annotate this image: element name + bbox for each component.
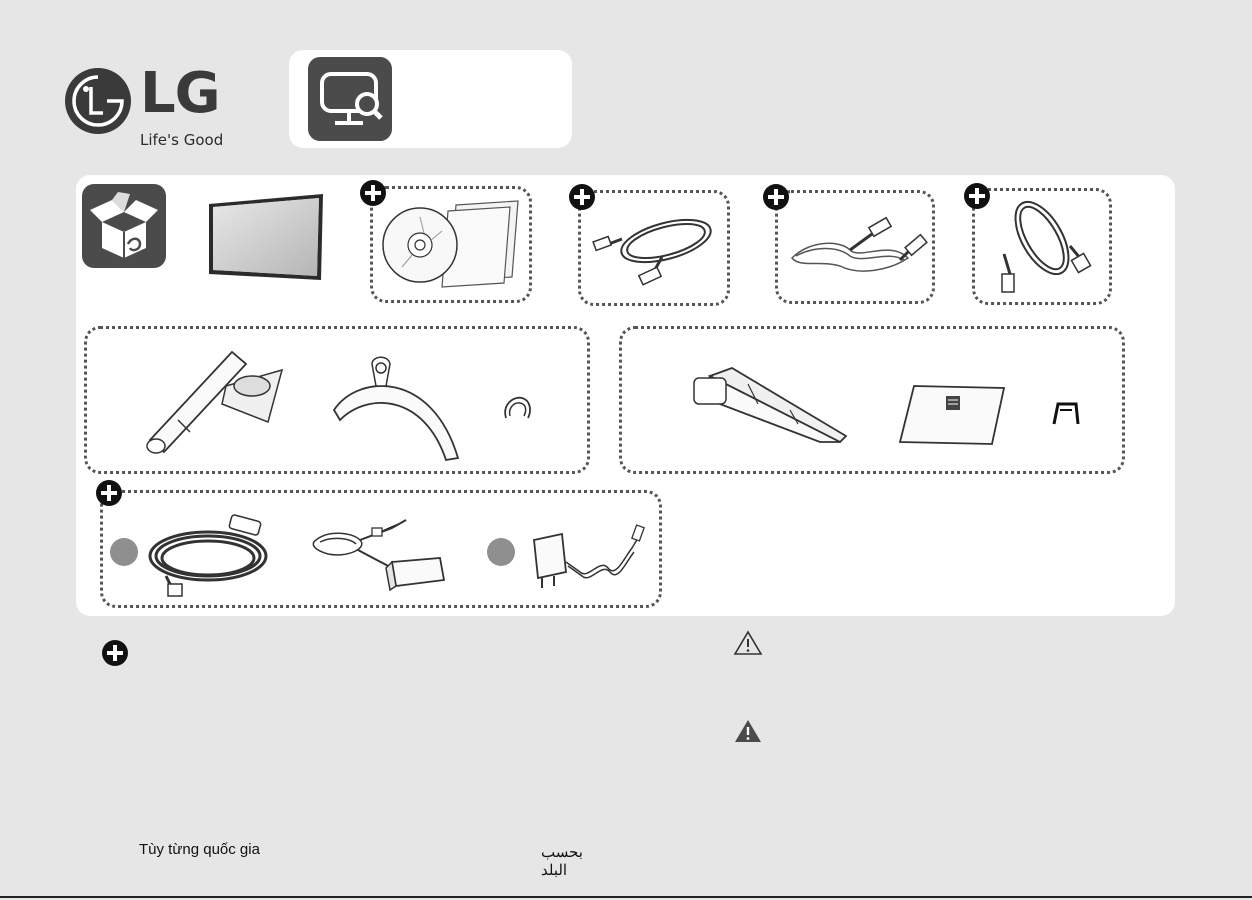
- hdmi-cable-illustration: [592, 205, 720, 295]
- brand-slogan: Life's Good: [140, 131, 224, 149]
- footnote-vietnamese: Tùy từng quốc gia: [139, 841, 260, 858]
- lg-logo-icon: [65, 68, 131, 134]
- power-cord-illustration: [146, 512, 278, 600]
- stand-body-illustration: [142, 346, 292, 456]
- warning-filled-icon: [734, 718, 762, 744]
- wall-adapter-illustration: [528, 518, 648, 594]
- plus-circle-icon: [964, 183, 990, 209]
- usb-cable-illustration: [990, 198, 1100, 298]
- caution-outline-icon: [734, 630, 762, 656]
- plus-circle-icon: [763, 184, 789, 210]
- cd-and-documents-illustration: [382, 197, 522, 289]
- plus-circle-icon: [102, 640, 128, 666]
- monitor-search-icon: [308, 57, 392, 141]
- ac-dc-adapter-illustration: [308, 514, 450, 596]
- cable-holder-clip-illustration: [500, 394, 534, 420]
- brand-wordmark: LG: [140, 61, 220, 126]
- bottom-rule: [0, 896, 1252, 898]
- cable-clip-illustration: [1048, 400, 1082, 428]
- region-marker-a: [110, 538, 138, 566]
- open-box-icon: [82, 184, 166, 268]
- monitor-illustration: [205, 192, 327, 284]
- stand-arm-illustration: [690, 364, 854, 446]
- display-port-cable-illustration: [790, 210, 930, 290]
- stand-base-arc-illustration: [328, 352, 468, 464]
- footnote-arabic: بحسب البلد: [541, 844, 583, 879]
- region-marker-b: [487, 538, 515, 566]
- stand-base-plate-illustration: [898, 384, 1008, 448]
- plus-circle-icon: [96, 480, 122, 506]
